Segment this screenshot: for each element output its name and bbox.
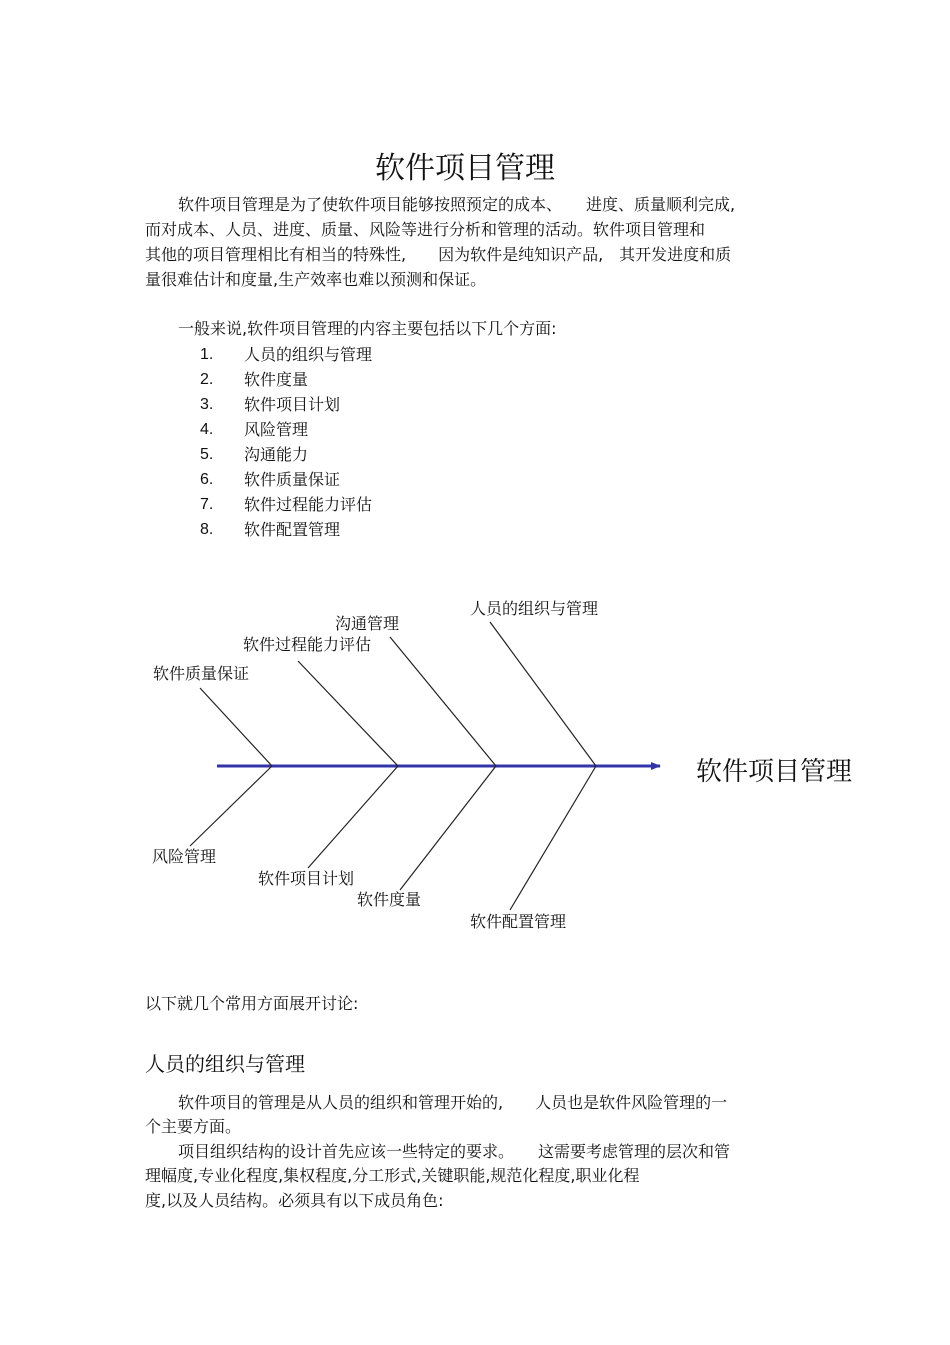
discussion-intro: 以下就几个常用方面展开讨论: (145, 994, 359, 1013)
section-p1-line-1: 软件项目的管理是从人员的组织和管理开始的, 人员也是软件风险管理的一 (178, 1093, 728, 1112)
list-item: 软件度量 (244, 370, 309, 389)
list-number: 1. (200, 346, 214, 363)
bone-people (490, 622, 596, 766)
list-item: 软件过程能力评估 (244, 495, 373, 514)
intro-line-2: 而对成本、人员、进度、质量、风险等进行分析和管理的活动。软件项目管理和 (145, 220, 706, 239)
bone-comm (390, 637, 496, 766)
list-number: 4. (200, 421, 214, 438)
label-measure: 软件度量 (357, 890, 422, 909)
fishbone-diagram (0, 580, 950, 950)
list-number: 2. (200, 371, 214, 388)
section-p2-line-1: 项目组织结构的设计首先应该一些特定的要求。 这需要考虑管理的层次和管 (178, 1142, 731, 1161)
intro-line-3: 其他的项目管理相比有相当的特殊性, 因为软件是纯知识产品, 其开发进度和质 (145, 245, 732, 264)
bone-risk (190, 766, 272, 846)
list-number: 6. (200, 471, 214, 488)
label-quality: 软件质量保证 (153, 664, 250, 683)
section-heading: 人员的组织与管理 (145, 1052, 305, 1076)
intro-line-4: 量很难估计和度量,生产效率也难以预测和保证。 (145, 270, 487, 289)
label-config: 软件配置管理 (470, 912, 567, 931)
bone-plan (308, 766, 398, 868)
list-number: 3. (200, 396, 214, 413)
label-comm: 沟通管理 (335, 614, 400, 633)
label-plan: 软件项目计划 (258, 869, 355, 888)
bone-quality (200, 688, 272, 766)
bone-measure (400, 766, 496, 890)
list-intro: 一般来说,软件项目管理的内容主要包括以下几个方面: (178, 319, 557, 338)
label-risk: 风险管理 (152, 847, 217, 866)
list-number: 7. (200, 496, 214, 513)
list-item: 风险管理 (244, 420, 309, 439)
list-item: 软件项目计划 (244, 395, 341, 414)
fishbone-head-label: 软件项目管理 (696, 757, 853, 787)
page-title: 软件项目管理 (375, 151, 555, 186)
list-number: 8. (200, 521, 214, 538)
intro-line-1: 软件项目管理是为了使软件项目能够按照预定的成本、 进度、质量顺利完成, (178, 195, 736, 214)
section-p2-line-3: 度,以及人员结构。必须具有以下成员角色: (145, 1191, 444, 1210)
bone-config (510, 766, 596, 910)
label-people: 人员的组织与管理 (470, 599, 599, 618)
list-number: 5. (200, 446, 214, 463)
section-p2-line-2: 理幅度,专业化程度,集权程度,分工形式,关键职能,规范化程度,职业化程 (145, 1166, 640, 1185)
label-process: 软件过程能力评估 (243, 635, 372, 654)
list-item: 人员的组织与管理 (244, 345, 373, 364)
bone-process (298, 661, 398, 766)
list-item: 软件配置管理 (244, 520, 341, 539)
list-item: 软件质量保证 (244, 470, 341, 489)
section-p1-line-2: 个主要方面。 (145, 1117, 242, 1136)
list-item: 沟通能力 (244, 445, 309, 464)
